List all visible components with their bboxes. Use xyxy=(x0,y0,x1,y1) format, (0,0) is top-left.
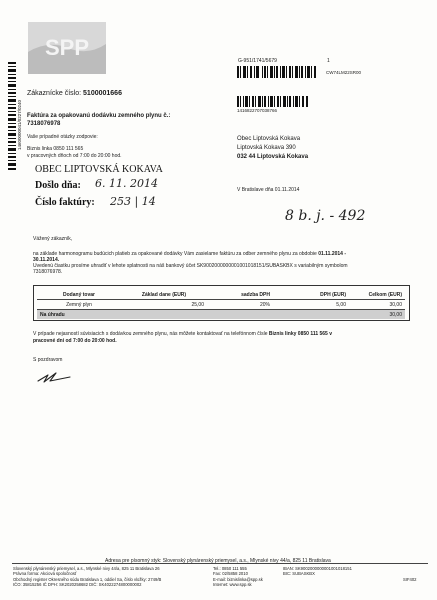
cell-total: 30,00 xyxy=(389,301,402,308)
footer-bic: BIC: SUBASKBX xyxy=(283,571,315,577)
logo-text: SPP xyxy=(44,35,90,60)
total-value: 30,00 xyxy=(349,310,405,320)
top-barcode xyxy=(262,66,317,78)
contact-line-1: Vaše prípadné otázky zodpovie: xyxy=(27,134,98,140)
total-row xyxy=(37,310,405,320)
invoice-number: 7318076978 xyxy=(27,121,61,127)
recipient-line-1: Obec Liptovská Kokava xyxy=(237,136,301,142)
footer-company-line-1: Slovenský plynárenský priemysel, a.s., Mlynské nivy 44/a, 825 11 Bratislava 26 xyxy=(13,566,160,571)
invoice-table xyxy=(37,290,405,319)
contact-line-2: Biznis linka 0850 111 565 xyxy=(27,146,84,152)
vertical-barcode xyxy=(8,62,16,172)
customer-number-line xyxy=(27,90,122,98)
top-barcode-text: CW74LM22SR00 xyxy=(326,70,362,75)
footer-company xyxy=(13,566,161,588)
signature xyxy=(36,367,74,385)
business-line: Biznis linky 0850 111 565 v xyxy=(268,331,333,337)
footer-bank xyxy=(283,566,352,577)
vertical-code: 14600000041/0227/0240 xyxy=(17,99,22,150)
footer-form-code: SIF402 xyxy=(403,577,417,582)
letter-paragraph-1 xyxy=(33,251,346,257)
col-vat: DPH (EUR) xyxy=(273,290,349,300)
footer-divider xyxy=(12,563,428,564)
letter-paragraph-2: Uvedenú čiastku prosíme uhradiť v lehote splatnosti na náš bankový účet SK9002000000001001018151/SUBASKBX s variabilným symbolom xyxy=(33,263,348,269)
footer-email: E-mail: biznislinka@spp.sk xyxy=(213,576,263,582)
period-start: 01.11.2014 - xyxy=(318,251,346,257)
paragraph-3-text: V prípade nejasností súvisiacich s dodávkou zemného plynu, nás môžete kontaktovať na telefónnom čísle xyxy=(33,331,269,337)
cell-goods: Zemný plyn xyxy=(66,301,92,308)
cell-tax-base: 25,00 xyxy=(191,301,204,308)
stamp-invoice-value: 253 | 14 xyxy=(110,195,156,208)
greeting: Vážený zákazník, xyxy=(33,236,73,242)
letter-paragraph-3 xyxy=(33,331,332,337)
footer-web: Internet: www.spp.sk xyxy=(213,582,252,588)
handwritten-note: 8 b. j. - 492 xyxy=(285,208,366,224)
top-code-number: 1 xyxy=(327,58,330,64)
stamp-received-value: 6. 11. 2014 xyxy=(95,177,158,190)
stamp-invoice-label: Číslo faktúry: xyxy=(35,197,95,208)
recipient-line-3: 032 44 Liptovská Kokava xyxy=(237,154,309,160)
table-row xyxy=(37,300,405,310)
spp-logo xyxy=(28,22,106,74)
customer-number-label: Zákaznícke číslo: xyxy=(27,90,82,97)
footer-iban: IBAN: SK9002000000001001018151 xyxy=(283,566,352,571)
col-total: Celkom (EUR) xyxy=(349,290,405,300)
mid-barcode xyxy=(237,96,309,107)
mid-barcode-number: 1416822707038766 xyxy=(237,108,278,113)
paragraph-1-text: na základe harmonogramu budúcich platieb za opakované dodávky Vám zasielame faktúru za odber zemného plynu za obdobie xyxy=(33,251,319,257)
footer-company-line-3: Obchodný register Okresného súdu Bratislava 1, oddiel Sa, číslo vložky: 2749/B xyxy=(13,576,162,582)
recipient-line-2: Liptovská Kokava 390 xyxy=(237,145,296,151)
top-code: G-951/1741/5679 xyxy=(238,58,277,64)
footer-company-line-4: IČO: 35815256 IČ DPH: SK2020258682 DIČ: SK4022274800000002 xyxy=(13,582,142,588)
variable-symbol: 7318076978. xyxy=(33,269,63,275)
footer-address: Adresa pre písomný styk: Slovenský plynárenský priemysel, a.s., Mlynské nivy 44/a, 825 11 Bratislava xyxy=(105,558,331,564)
col-goods: Dodaný tovar xyxy=(37,290,121,300)
footer-company-line-2: Právna forma: Akciová spoločnosť xyxy=(13,571,77,577)
table-header-row xyxy=(37,290,405,300)
customer-number: 5100001666 xyxy=(83,90,122,97)
col-vat-rate: sadzba DPH xyxy=(207,290,273,300)
stamp-received-label: Došlo dňa: xyxy=(35,180,81,191)
footer-fax: Fax: 02/5858 2010 xyxy=(213,571,248,577)
closing: S pozdravom xyxy=(33,357,63,363)
stamp-name: OBEC LIPTOVSKÁ KOKAVA xyxy=(35,164,163,175)
cell-vat-rate: 20% xyxy=(259,301,270,308)
total-label: Na úhradu xyxy=(37,310,121,320)
contact-line-3: v pracovných dňoch od 7:00 do 20:00 hod. xyxy=(27,153,122,159)
period-end: 30.11.2014. xyxy=(33,257,60,263)
col-tax-base: Základ dane (EUR) xyxy=(121,290,207,300)
place-date: V Bratislave dňa 01.11.2014 xyxy=(237,187,300,193)
working-hours: pracovné dni od 7:00 do 20:00 hod. xyxy=(33,338,117,344)
cell-vat: 5,00 xyxy=(336,301,346,308)
invoice-heading: Faktúra za opakovanú dodávku zemného plynu č.: xyxy=(27,113,171,119)
footer-contact xyxy=(213,566,263,588)
footer-phone: Tel.: 0850 111 555 xyxy=(213,566,247,571)
small-barcode xyxy=(237,66,261,78)
